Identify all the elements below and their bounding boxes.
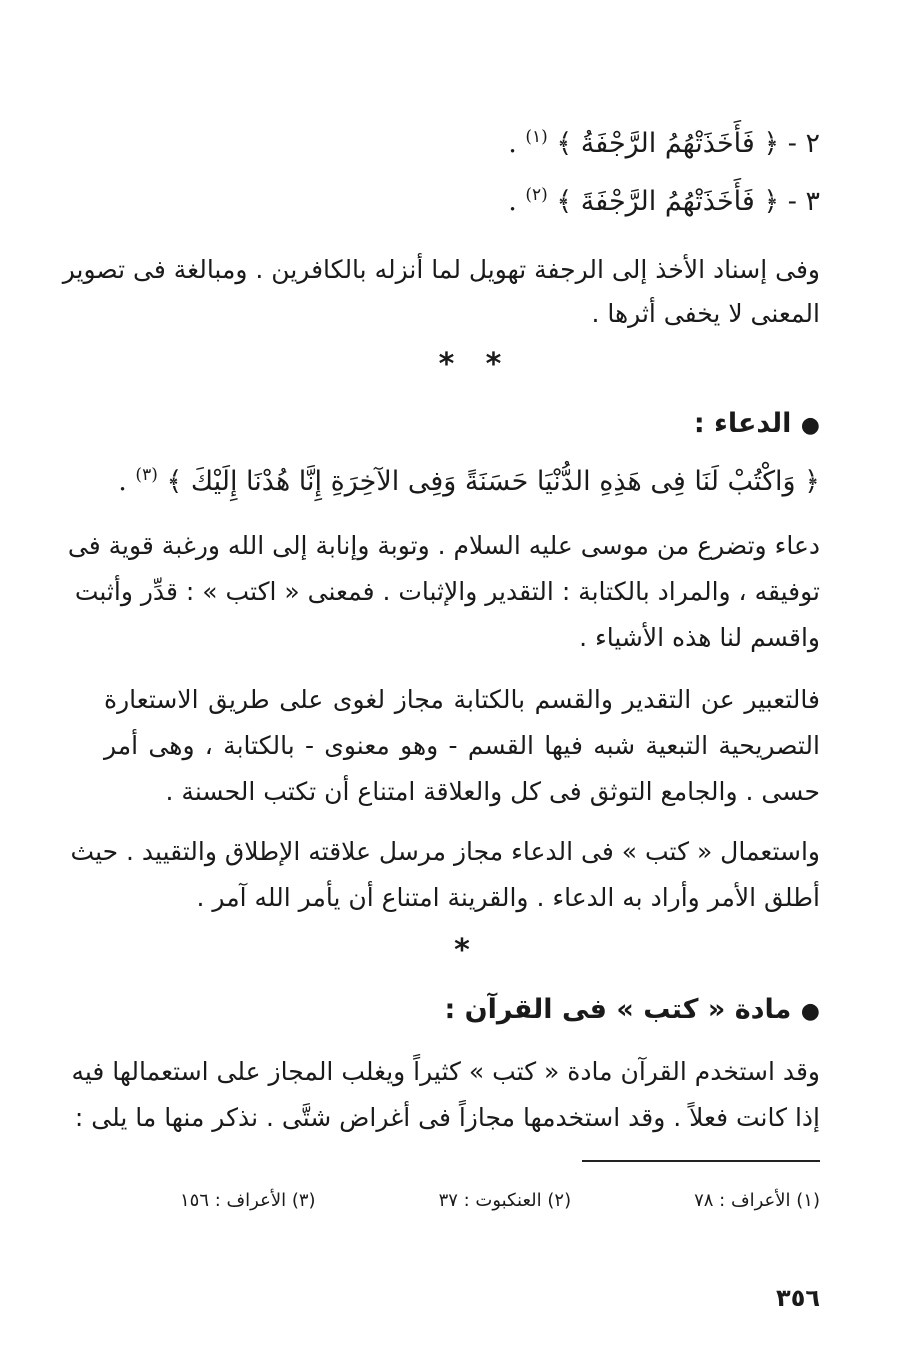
paragraph-line: دعاء وتضرع من موسى عليه السلام . وتوبة وإنابة إلى الله ورغبة قوية فى [67,531,820,560]
heading-text: الدعاء : [693,408,792,439]
quran-verse [104,462,820,505]
verse-line-3 [104,182,820,225]
footnote-ref: (٣) [135,465,158,485]
section-divider-star: * [454,933,470,968]
verse-text: ﴿ فَأَخَذَتْهُمُ الرَّجْفَةُ ﴾ [556,128,780,159]
verse-text: ﴿ وَاكْتُبْ لَنَا فِى هَذِهِ الدُّنْيَا حَسَنَةً وَفِى الآخِرَةِ إِنَّا هُدْنَا إِلَيْكَ ﴾ [166,466,820,497]
footnote-ref: (١) [525,127,548,147]
footnote-2: (٢) العنكبوت : ٣٧ [438,1190,572,1211]
paragraph-line: إذا كانت فعلاً . وقد استخدمها مجازاً فى أغراض شتَّى . نذكر منها ما يلى : [74,1103,820,1132]
bullet-icon: ● [800,413,820,438]
paragraph-line: أطلق الأمر وأراد به الدعاء . والقرينة امتناع أن يأمر الله آمر . [196,883,820,912]
paragraph-line: حسى . والجامع التوثق فى كل والعلاقة امتناع أن تكتب الحسنة . [165,777,820,806]
footnotes [180,1186,820,1216]
footnote-3: (٣) الأعراف : ١٥٦ [180,1190,316,1211]
footnote-ref: (٢) [525,185,548,205]
verse-line-2 [104,124,820,167]
section-divider-stars: * * [438,347,502,382]
paragraph-line: واقسم لنا هذه الأشياء . [579,623,820,652]
verse-end: . [508,128,517,159]
paragraph-line: واستعمال « كتب » فى الدعاء مجاز مرسل علاقته الإطلاق والتقييد . حيث [70,837,820,866]
verse-end: . [118,466,127,497]
verse-number: ٢ - [787,128,820,159]
bullet-icon: ● [800,999,820,1024]
paragraph-line: المعنى لا يخفى أثرها . [591,299,820,328]
verse-end: . [508,186,517,217]
paragraph-line: وفى إسناد الأخذ إلى الرجفة تهويل لما أنزله بالكافرين . ومبالغة فى تصوير [62,255,820,284]
footnote-divider [582,1160,820,1162]
verse-number: ٣ - [787,186,820,217]
footnote-1: (١) الأعراف : ٧٨ [694,1190,820,1211]
paragraph-line: وقد استخدم القرآن مادة « كتب » كثيراً ويغلب المجاز على استعمالها فيه [71,1057,820,1086]
paragraph-line: فالتعبير عن التقدير والقسم بالكتابة مجاز لغوى على طريق الاستعارة [104,685,820,714]
section-heading-dua [104,404,820,446]
paragraph-line: التصريحية التبعية شبه فيها القسم - وهو معنوى - بالكتابة ، وهى أمر [104,731,820,760]
section-heading-kataba [104,990,820,1032]
verse-text: ﴿ فَأَخَذَتْهُمُ الرَّجْفَةَ ﴾ [556,186,780,217]
paragraph-line: توفيقه ، والمراد بالكتابة : التقدير والإثبات . فمعنى « اكتب » : قدِّر وأثبت [74,577,820,606]
heading-text: مادة « كتب » فى القرآن : [444,994,792,1025]
page-number: ٣٥٦ [776,1284,820,1312]
